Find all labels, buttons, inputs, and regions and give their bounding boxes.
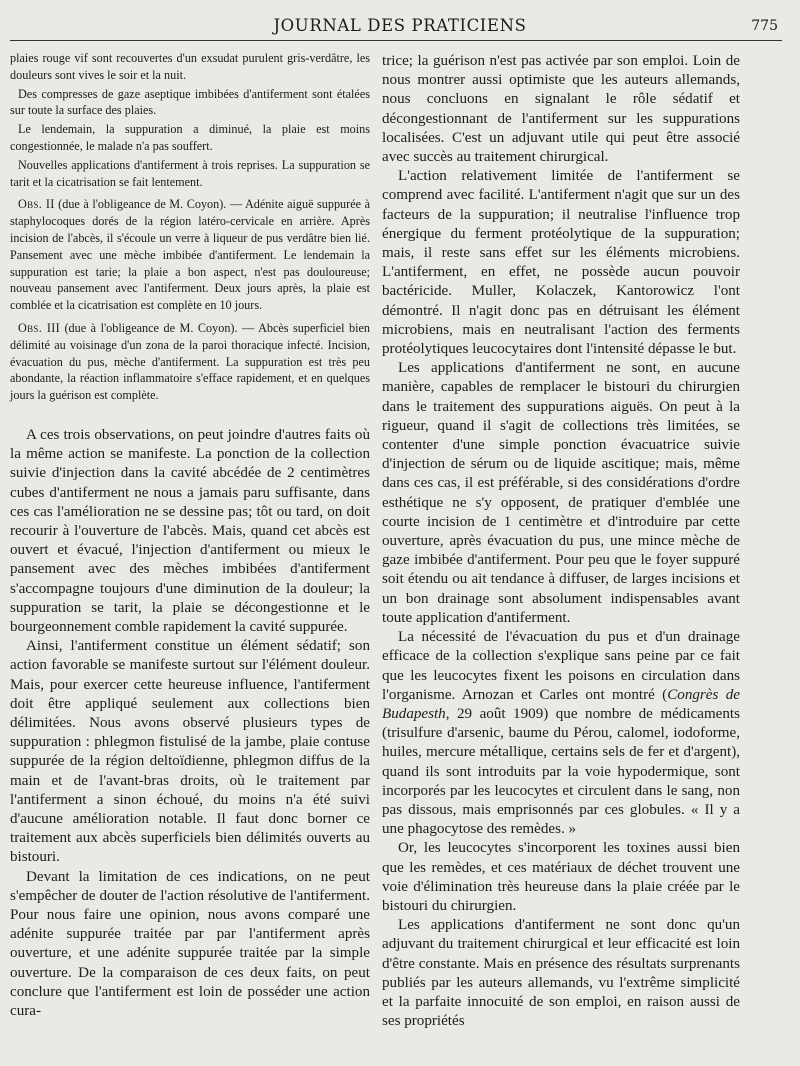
- observation-2-text: (due à l'obligeance de M. Coyon). — Adénite aiguë suppurée à staphylocoques dorés de la région latéro-cervicale en arrière. Après incision de l'abcès, il s'écoule un verre à liqueur de pus verdâtre bien lié. Pansement avec une mèche imbibée d'antiferment. Le lendemain la suppuration est tarie; la plaie a bon aspect, n'est pas douloureuse; nouveau pansement avec l'antiferment. Deux jours après, la plaie est comblée et la cicatrisation est complète en 10 jours.: [10, 197, 370, 313]
- body-paragraph: Les applications d'antiferment ne sont, en aucune manière, capables de remplacer le bistouri du chirurgien dans le traitement des suppurations aiguës. On peut à la rigueur, quand il s'agit de collections très limitées, se contenter d'une simple ponction évacuatrice suivie d'injection de sérum ou de liquide ascitique; mais, même dans ces cas, il est préférable, si des considérations d'ordre esthétique ne s'y opposent, de pratiquer d'emblée une courte incision de 1 centimètre et d'introduire par cette ouverture, après évacuation du pus, une mince mèche de gaze imbibée d'antiferment. Pour peu que le foyer suppuré soit étendu ou ait tendance à diffuser, de larges incisions et un bon drainage sont absolument indispensables avant toute application d'antiferment.: [382, 360, 740, 626]
- observation-2-lead: Obs. II: [18, 197, 55, 212]
- left-body-text: [10, 426, 370, 1021]
- observation-2: [10, 196, 370, 314]
- body-paragraph: Or, les leucocytes s'incorporent les toxines aussi bien que les remèdes, et ces matériaux de déchet trouvent une voie d'élimination très heureuse dans la plaie créée par le bistouri du chirurgien.: [382, 840, 740, 914]
- obs1-paragraph: plaies rouge vif sont recouvertes d'un exsudat purulent gris-verdâtre, les douleurs sont vives le soir et la nuit.: [10, 51, 370, 82]
- obs1-paragraph: Nouvelles applications d'antiferment à trois reprises. La suppuration se tarit et la cicatrisation se fait lentement.: [10, 157, 370, 189]
- left-column: [10, 50, 370, 1021]
- right-column: [382, 52, 740, 1031]
- observation-3: [10, 320, 370, 404]
- obs1-paragraph: Des compresses de gaze aseptique imbibées d'antiferment sont étalées sur toute la surface des plaies.: [10, 86, 370, 118]
- body-paragraph: A ces trois observations, on peut joindre d'autres faits où la même action se manifeste. La ponction de la collection suivie d'injection dans la cavité abcédée de 2 centimètres cubes d'antiferment ne nous a jamais paru suffisante, dans ces cas l'amélioration ne se dessine pas; tôt ou tard, on doit recourir à l'ouverture de l'abcès. Mais, quand cet abcès est ouvert et évacué, l'injection d'antiferment ou mieux le pansement avec des mèches imbibées d'antiferment s'accompagne toujours d'une diminution de la douleur; la suppuration se tarit, la plaie se décongestionne et le bourgeonnement comble rapidement la cavité suppurée.: [10, 426, 370, 635]
- page-number: 775: [751, 18, 778, 34]
- paragraph-text: La nécessité de l'évacuation du pus et d'un drainage efficace de la collection s'explique sans peine par ce fait que les leucocytes fixent les poisons en circulation dans l'organisme. Arnozan et Carles ont montré (: [382, 629, 740, 703]
- body-paragraph: [382, 628, 740, 839]
- body-paragraph: Ainsi, l'antiferment constitue un élément sédatif; son action favorable se manifeste surtout sur l'élément douleur. Mais, pour exercer cette heureuse influence, l'antiferment doit être appliqué seulement aux collections bien délimitées. Nous avons observé plusieurs types de suppuration : phlegmon fistulisé de la jambe, plaie contuse suppurée de la région deltoïdienne, phlegmon diffus de la main et de l'avant-bras droits, où le traitement par l'antiferment a sinon échoué, du moins n'a été suivi d'aucune amélioration notable. Il faut donc borner ce traitement aux abcès superficiels bien délimités ouverts au bistouri.: [10, 638, 370, 866]
- citation-title: Congrès de Budapesth: [382, 686, 740, 722]
- obs1-paragraph: Le lendemain, la suppuration a diminué, la plaie est moins congestionnée, le malade n'a pas souffert.: [10, 122, 370, 153]
- header-rule: [10, 40, 782, 41]
- body-paragraph: L'action relativement limitée de l'antiferment se comprend avec facilité. L'antiferment n'agit que sur un des facteurs de la suppuration; il neutralise l'influence trop énergique du ferment protéolytique de la suppuration; mais, il reste sans effet sur les éléments microbiens. L'antiferment, en effet, ne possède aucun pouvoir bactéricide. Muller, Kolaczek, Kantorowicz l'ont démontré. Il n'agit donc pas en détruisant les élément microbiens, mais en neutralisant l'action des ferments protéolytiques leucocytaires dont l'intensité dépasse le but.: [382, 168, 740, 358]
- observation-3-text: (due à l'obligeance de M. Coyon). — Abcès superficiel bien délimité au voisinage d'un zona de la paroi thoracique infecté. Incision, évacuation du pus, mèche d'antiferment. La suppuration est très peu abondante, la réaction inflammatoire s'efface rapidement, et en quelques jours la guérison est complète.: [10, 320, 370, 403]
- body-paragraph: Devant la limitation de ces indications, on ne peut s'empêcher de douter de l'action résolutive de l'antiferment. Pour nous faire une opinion, nous avons comparé une adénite suppurée traitée par par l'antiferment après ouverture, et une adénite suppurée traitée par la simple ouverture. De la comparaison de ces deux faits, on peut conclure que l'antiferment est loin de posséder une action cura-: [10, 868, 370, 1020]
- running-title: JOURNAL DES PRATICIENS: [273, 16, 527, 35]
- observation-3-lead: Obs. III: [18, 320, 60, 335]
- observations-block: [10, 50, 370, 404]
- page-header: [0, 14, 800, 40]
- body-paragraph: trice; la guérison n'est pas activée par son emploi. Loin de nous montrer aussi optimiste que les auteurs allemands, nous concluons en signalant le rôle sédatif et décongestionnant de l'antiferment sur les suppurations localisées. C'est un adjuvant utile qui peut être associé avec succès au traitement chirurgical.: [382, 53, 740, 166]
- right-body-text: [382, 52, 740, 1031]
- body-paragraph: Les applications d'antiferment ne sont donc qu'un adjuvant du traitement chirurgical et leur efficacité est loin d'être constante. Mais en présence des résultats surprenants publiés par les auteurs allemands, vu l'extrême simplicité et la parfaite innocuité de son emploi, en raison aussi de ses propriétés: [382, 917, 740, 1030]
- paragraph-text: , 29 août 1909) que nombre de médicaments (trisulfure d'arsenic, baume du Pérou, calomel, iodoforme, huiles, mercure métallique, certains sels de fer et d'argent), quand ils sont introduits par la voie hypodermique, sont incorporés par les leucocytes et circulent dans le sang, non pas dissous, mais emprisonnés par ces globules. « Il y a une phagocytose des remèdes. »: [382, 705, 740, 838]
